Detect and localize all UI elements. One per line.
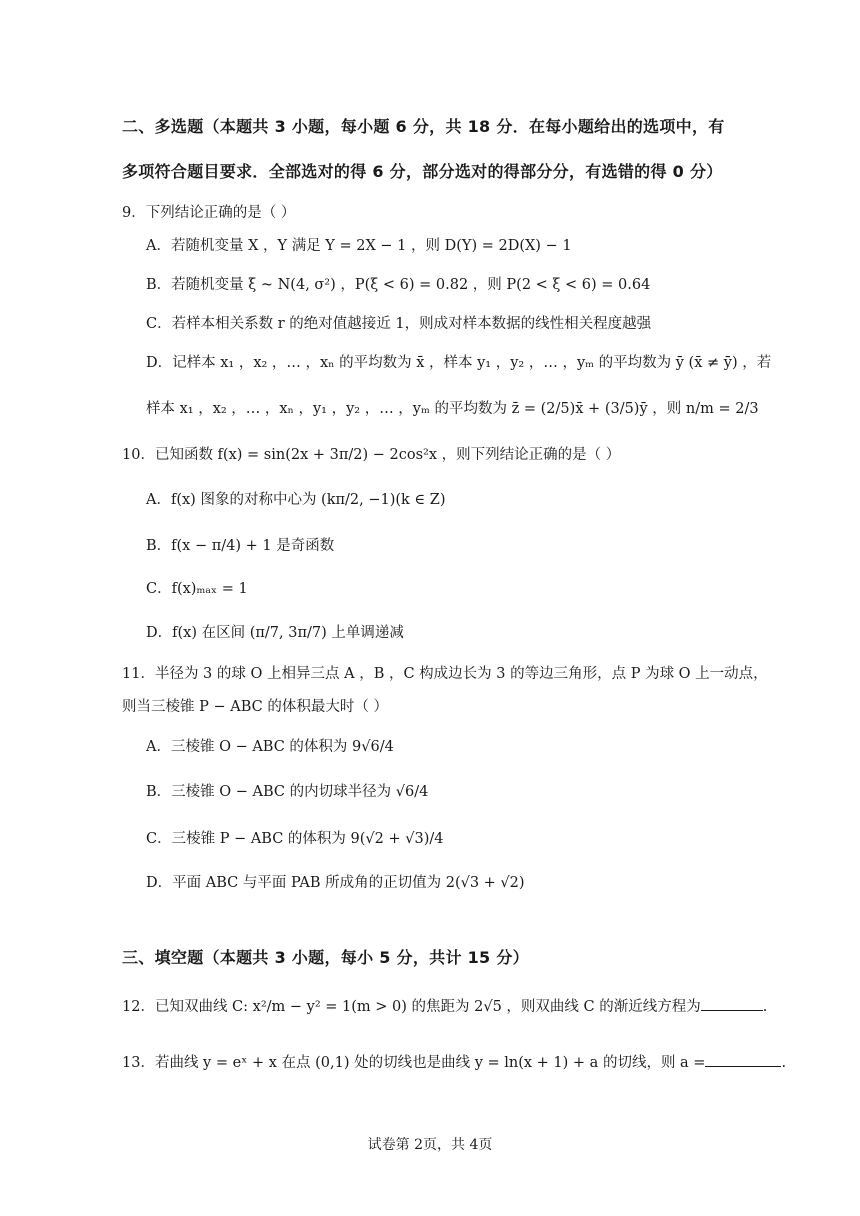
question-9-option-a: A．若随机变量 X ，Y 满足 Y = 2X − 1 ，则 D(Y) = 2D(X) − 1 [146,238,572,254]
question-10-option-d: D．f(x) 在区间 (π/7, 3π/7) 上单调递减 [146,625,404,641]
question-9-option-c: C．若样本相关系数 r 的绝对值越接近 1，则成对样本数据的线性相关程度越强 [146,316,652,332]
question-9-stem: 9．下列结论正确的是（ ） [122,205,296,221]
question-12 [122,996,767,1017]
section-2-heading-line-1: 二、多选题（本题共 3 小题，每小题 6 分，共 18 分．在每小题给出的选项中，有 [122,117,725,136]
page-footer: 试卷第 2页，共 4页 [367,1137,493,1153]
question-13 [122,1052,786,1073]
question-10-option-a: A．f(x) 图象的对称中心为 (kπ/2, −1)(k ∈ Z) [146,492,446,508]
section-2-heading-line-2: 多项符合题目要求．全部选对的得 6 分，部分选对的得部分分，有选错的得 0 分） [122,162,723,181]
question-10-option-b: B．f(x − π/4) + 1 是奇函数 [146,538,335,554]
question-9-option-b: B．若随机变量 ξ ~ N(4, σ²) ，P(ξ < 6) = 0.82 ，则 P(2 < ξ < 6) = 0.64 [146,277,651,293]
question-9-option-d-line-2: 样本 x₁ ，x₂ ，… ，xₙ ，y₁ ，y₂ ，… ，yₘ 的平均数为 z̄ = (2/5)x̄ + (3/5)ȳ ，则 n/m = 2/3 [146,401,759,417]
question-11-stem-line-1: 11．半径为 3 的球 O 上相异三点 A ，B ，C 构成边长为 3 的等边三角形，点 P 为球 O 上一动点， [122,666,768,682]
question-11-option-b: B．三棱锥 O − ABC 的内切球半径为 √6/4 [146,784,429,800]
section-3-heading: 三、填空题（本题共 3 小题，每小 5 分，共计 15 分） [122,948,529,967]
question-12-answer-blank [701,996,763,1011]
question-12-text: 12．已知双曲线 C: x²/m − y² = 1(m > 0) 的焦距为 2√5 ，则双曲线 C 的渐近线方程为 [122,999,701,1015]
question-13-answer-blank [705,1052,781,1067]
question-10-stem: 10．已知函数 f(x) = sin(2x + 3π/2) − 2cos²x ，则下列结论正确的是（ ） [122,447,621,463]
question-12-end: . [762,999,768,1015]
question-11-stem-line-2: 则当三棱锥 P − ABC 的体积最大时（ ） [122,699,388,715]
question-11-option-a: A．三棱锥 O − ABC 的体积为 9√6/4 [146,739,394,755]
question-10-option-c: C．f(x)ₘₐₓ = 1 [146,581,248,597]
question-11-option-c: C．三棱锥 P − ABC 的体积为 9(√2 + √3)/4 [146,831,444,847]
question-13-end: . [781,1055,787,1071]
question-9-option-d-line-1: D．记样本 x₁ ，x₂ ，… ，xₙ 的平均数为 x̄ ，样本 y₁ ，y₂ ，… ，yₘ 的平均数为 ȳ (x̄ ≠ ȳ) ，若 [146,355,772,371]
question-13-text: 13．若曲线 y = eˣ + x 在点 (0,1) 处的切线也是曲线 y = ln(x + 1) + a 的切线，则 a = [122,1055,706,1071]
question-11-option-d: D．平面 ABC 与平面 PAB 所成角的正切值为 2(√3 + √2) [146,875,525,891]
